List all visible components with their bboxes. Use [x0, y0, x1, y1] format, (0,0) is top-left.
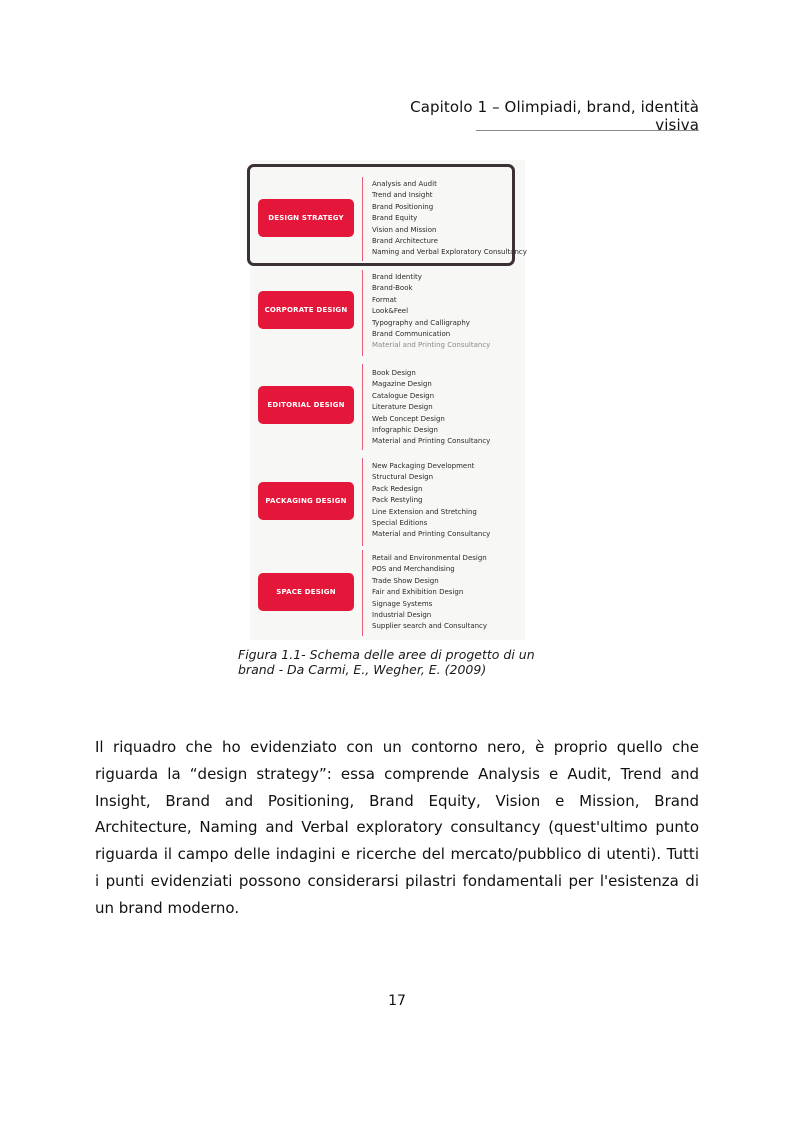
area-items-editorial-design — [372, 368, 490, 448]
area-row-editorial-design — [250, 364, 525, 450]
list-item: Pack Redesign — [372, 484, 423, 493]
area-label-space-design: SPACE DESIGN — [258, 573, 354, 611]
area-divider — [362, 550, 363, 636]
list-item: New Packaging Development — [372, 462, 475, 470]
caption-line: Figura 1.1- Schema delle aree di progetto di un — [238, 647, 535, 662]
list-item: Typography and Calligraphy — [372, 318, 470, 327]
list-item: Analysis and Audit — [372, 180, 437, 188]
list-item: Material and Printing Consultancy — [372, 437, 491, 446]
list-item: Line Extension and Stretching — [372, 507, 477, 516]
list-item: Magazine Design — [372, 380, 432, 389]
list-item: Brand Positioning — [372, 202, 434, 211]
area-items-packaging-design — [372, 461, 490, 541]
area-row-packaging-design — [250, 458, 525, 546]
area-label-packaging-design: PACKAGING DESIGN — [258, 482, 354, 520]
list-item: Material and Printing Consultancy — [372, 530, 491, 539]
list-item: Industrial Design — [372, 611, 432, 620]
list-item: Brand-Book — [372, 284, 413, 293]
area-label-design-strategy: DESIGN STRATEGY — [258, 199, 354, 237]
list-item: Signage Systems — [372, 599, 433, 608]
area-divider — [362, 458, 363, 546]
list-item: Brand Architecture — [372, 237, 438, 246]
area-row-space-design — [250, 550, 525, 636]
area-label-editorial-design: EDITORIAL DESIGN — [258, 386, 354, 424]
list-item: Infographic Design — [372, 426, 438, 435]
list-item: Book Design — [372, 369, 416, 377]
highlight-frame-design-strategy — [247, 164, 515, 266]
area-items-corporate-design — [372, 272, 490, 352]
area-label-corporate-design: CORPORATE DESIGN — [258, 291, 354, 329]
list-item: Supplier search and Consultancy — [372, 622, 488, 631]
area-row-corporate-design — [250, 270, 525, 356]
list-item: Literature Design — [372, 403, 433, 412]
list-item: POS and Merchandising — [372, 565, 455, 574]
caption-line: brand - Da Carmi, E., Wegher, E. (2009) — [238, 662, 487, 677]
list-item: Structural Design — [372, 473, 434, 482]
figure-caption — [238, 647, 538, 677]
area-divider — [362, 270, 363, 356]
list-item: Web Concept Design — [372, 414, 445, 423]
area-items-space-design — [372, 553, 487, 633]
list-item: Material and Printing Consultancy — [372, 341, 491, 350]
running-header: Capitolo 1 – Olimpiadi, brand, identità visiva — [410, 98, 699, 134]
list-item: Brand Equity — [372, 214, 418, 223]
header-rule — [476, 130, 699, 131]
page-number: 17 — [388, 993, 406, 1009]
list-item: Look&Feel — [372, 307, 409, 316]
area-divider — [362, 364, 363, 450]
list-item: Format — [372, 295, 397, 304]
list-item: Pack Restyling — [372, 496, 423, 505]
list-item: Catalogue Design — [372, 391, 435, 400]
list-item: Retail and Environmental Design — [372, 554, 487, 562]
list-item: Brand Communication — [372, 330, 451, 339]
list-item: Trade Show Design — [372, 576, 439, 585]
list-item: Trend and Insight — [372, 191, 433, 200]
body-paragraph: Il riquadro che ho evidenziato con un contorno nero, è proprio quello che riguarda la “design strategy”: essa comprende Analysis e Audit, Trend and Insight, Brand and Positioning, Brand Equity, Vision e Mission, Brand Architecture, Naming and Verbal exploratory consultancy (quest'ultimo punto riguarda il campo delle indagini e ricerche del mercato/pubblico di utenti). Tutti i punti evidenziati possono considerarsi pilastri fondamentali per l'esistenza di un brand moderno. — [95, 738, 699, 917]
list-item: Brand Identity — [372, 273, 422, 281]
list-item: Vision and Mission — [372, 225, 437, 234]
list-item: Naming and Verbal Exploratory Consultancy — [372, 248, 527, 257]
list-item: Special Editions — [372, 519, 428, 528]
list-item: Fair and Exhibition Design — [372, 588, 464, 597]
